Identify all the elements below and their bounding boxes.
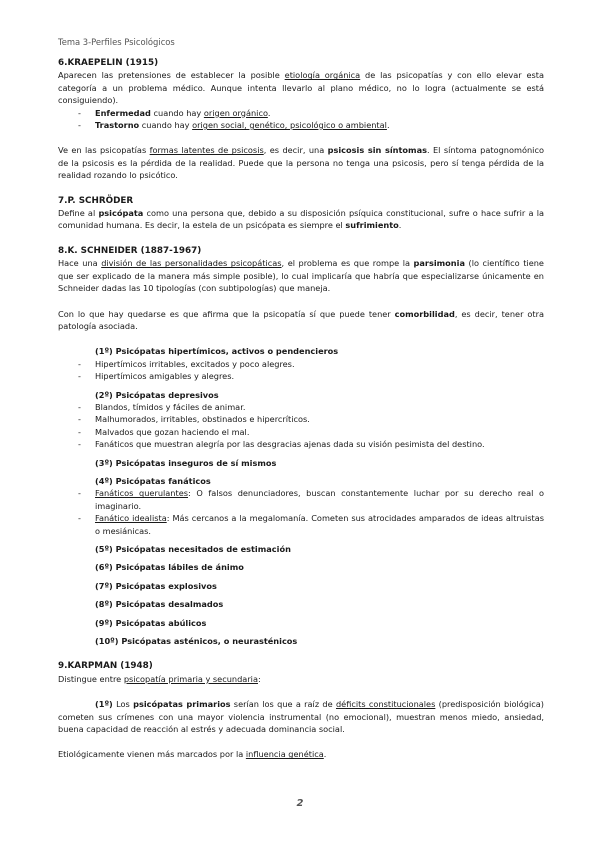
list-item: - Malhumorados, irritables, obstinados e hipercríticos. xyxy=(58,413,544,425)
typology-5-heading: (5º) Psicópatas necesitados de estimación xyxy=(95,544,291,554)
list-item: - Fanático idealista: Más cercanos a la megalomanía. Cometen sus atrocidades amparados de ideas altruistas o mesiánicas. xyxy=(58,512,544,537)
section-heading-schneider: 8.K. SCHNEIDER (1887-1967) xyxy=(58,245,202,256)
kraepelin-list xyxy=(58,107,544,132)
document-body xyxy=(58,57,544,761)
section-heading-kraepelin: 6.KRAEPELIN (1915) xyxy=(58,58,159,68)
typology-2-heading: (2º) Psicópatas depresivos xyxy=(95,389,219,400)
list-item: - Trastorno cuando hay origen social, genético, psicológico o ambiental. xyxy=(58,119,544,131)
typology-4-list xyxy=(58,487,544,537)
section-heading-schroder: 7.P. SCHRÖDER xyxy=(58,195,134,206)
typology-3-heading: (3º) Psicópatas inseguros de sí mismos xyxy=(95,457,277,468)
typology-4-heading: (4º) Psicópatas fanáticos xyxy=(95,475,211,486)
schneider-paragraph-2: Con lo que hay quedarse es que afirma que la psicopatía sí que puede tener comorbilidad, es decir, tener otra patología asociada. xyxy=(58,308,544,331)
typology-1-heading: (1º) Psicópatas hipertímicos, activos o pendencieros xyxy=(95,346,339,357)
typology-7-heading: (7º) Psicópatas explosivos xyxy=(95,580,217,591)
kraepelin-paragraph-2: Ve en las psicopatías formas latentes de psicosis, es decir, una psicosis sin síntomas. El síntoma patognomónico de la psicosis es la pérdida de la realidad. Puede que la persona no tenga una psicosis, pero sí tenga pérdida de la realidad rozando lo psicótico. xyxy=(58,145,544,181)
schneider-paragraph-1: Hace una división de las personalidades psicopáticas, el problema es que rompe la parsimonia (lo científico tiene que ser explicado de la manera más simple posible), lo cual implicaría que habría que especializarse únicamente en Schneider dadas las 10 tipologías (con subtipologías) que maneja. xyxy=(58,258,544,294)
list-item: - Fanáticos querulantes: O falsos denunciadores, buscan constantemente luchar por su derecho real o imaginario. xyxy=(58,487,544,512)
list-item: - Blandos, tímidos y fáciles de animar. xyxy=(58,401,544,413)
typology-2-list xyxy=(58,401,544,451)
karpman-paragraph-3: Etiológicamente vienen más marcados por la influencia genética. xyxy=(58,749,327,760)
running-header: Tema 3-Perfiles Psicológicos xyxy=(58,37,175,47)
list-item: - Enfermedad cuando hay origen orgánico. xyxy=(58,107,544,119)
karpman-paragraph-1: Distingue entre psicopatía primaria y secundaria: xyxy=(58,673,261,684)
karpman-paragraph-2: (1º) Los psicópatas primarios serían los que a raíz de déficits constitucionales (predisposición biológica) cometen sus crímenes con una mayor violencia instrumental (no emocional), muestran menos miedo, ansiedad, buena capacidad de reacción al estrés y adecuada dominancia social. xyxy=(58,699,544,735)
kraepelin-paragraph-1: Aparecen las pretensiones de establecer la posible etiología orgánica de las psicopatías y con ello elevar esta categoría a un problema médico. Aunque intenta llevarlo al plano médico, no lo logra (actualmente se está consiguiendo). xyxy=(58,70,545,106)
typology-1-list xyxy=(58,358,544,383)
typology-8-heading: (8º) Psicópatas desalmados xyxy=(95,599,224,610)
list-item: - Fanáticos que muestran alegría por las desgracias ajenas dada su visión pesimista del destino. xyxy=(58,438,544,450)
section-heading-karpman: 9.KARPMAN (1948) xyxy=(58,661,153,672)
typology-10-heading: (10º) Psicópatas asténicos, o neurasténicos xyxy=(95,636,298,647)
typology-6-heading: (6º) Psicópatas lábiles de ánimo xyxy=(95,562,244,573)
list-item: - Malvados que gozan haciendo el mal. xyxy=(58,426,544,438)
typology-9-heading: (9º) Psicópatas abúlicos xyxy=(95,617,207,628)
list-item: - Hipertímicos amigables y alegres. xyxy=(58,370,544,382)
list-item: - Hipertímicos irritables, excitados y poco alegres. xyxy=(58,358,544,370)
page-number: 2 xyxy=(296,798,304,809)
schroder-paragraph: Define al psicópata como una persona que, debido a su disposición psíquica constitucional, sufre o hace sufrir a la comunidad humana. Es decir, la estela de un psicópata es siempre el sufrimiento. xyxy=(58,208,544,231)
